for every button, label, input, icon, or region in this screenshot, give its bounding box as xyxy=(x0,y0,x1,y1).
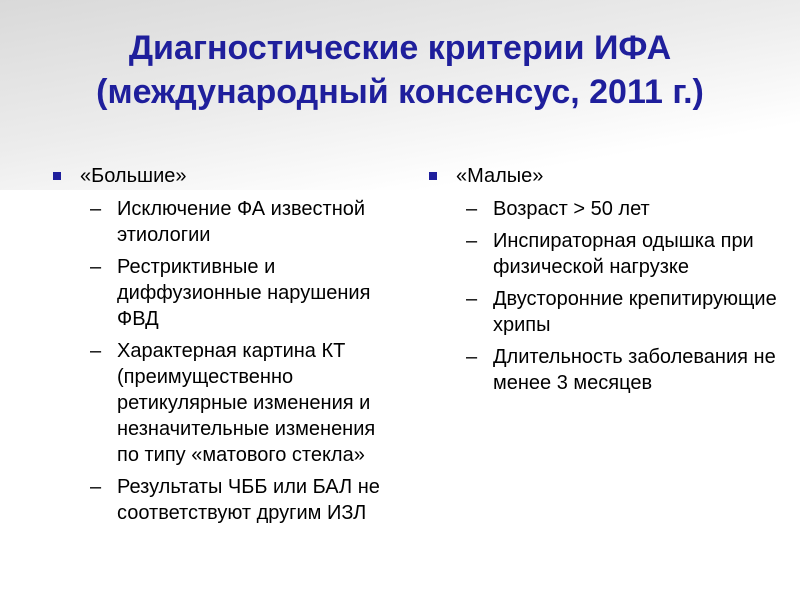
minor-criteria-list xyxy=(424,196,784,396)
major-heading-text: «Большие» xyxy=(80,165,187,187)
list-item xyxy=(48,474,398,526)
list-item-text: Результаты ЧББ или БАЛ не соответствуют другим ИЗЛ xyxy=(117,476,380,524)
list-item-text: Исключение ФА известной этиологии xyxy=(117,198,366,246)
list-item-text: Двусторонние крепитирующие хрипы xyxy=(493,288,777,336)
list-item xyxy=(424,286,784,338)
list-item-text: Рестриктивные и диффузионные нарушения ФВД xyxy=(117,256,371,330)
minor-criteria-column xyxy=(424,163,784,402)
list-item-text: Длительность заболевания не менее 3 месяцев xyxy=(493,346,776,394)
square-bullet-icon xyxy=(429,172,437,180)
dash-icon: – xyxy=(90,476,102,498)
title-line-1: Диагностические критерии ИФА xyxy=(128,29,672,67)
major-criteria-list xyxy=(48,196,398,526)
list-item xyxy=(48,338,398,468)
list-item-text: Возраст > 50 лет xyxy=(493,198,650,220)
minor-criteria-heading xyxy=(424,163,784,189)
list-item-text: Инспираторная одышка при физической нагрузке xyxy=(493,230,754,278)
dash-icon: – xyxy=(90,198,102,220)
slide-title xyxy=(0,26,800,114)
dash-icon: – xyxy=(466,230,478,252)
square-bullet-icon xyxy=(53,172,61,180)
list-item xyxy=(48,254,398,332)
list-item xyxy=(424,344,784,396)
dash-icon: – xyxy=(90,340,102,362)
dash-icon: – xyxy=(466,346,478,368)
title-line-2: (международный консенсус, 2011 г.) xyxy=(96,73,704,111)
major-criteria-heading xyxy=(48,163,398,189)
major-criteria-column xyxy=(48,163,398,532)
dash-icon: – xyxy=(466,198,478,220)
list-item xyxy=(424,228,784,280)
list-item xyxy=(48,196,398,248)
dash-icon: – xyxy=(466,288,478,310)
list-item xyxy=(424,196,784,222)
minor-heading-text: «Малые» xyxy=(456,165,544,187)
dash-icon: – xyxy=(90,256,102,278)
list-item-text: Характерная картина КТ (преимущественно ретикулярные изменения и незначительные изменения по типу «матового стекла» xyxy=(117,340,376,466)
